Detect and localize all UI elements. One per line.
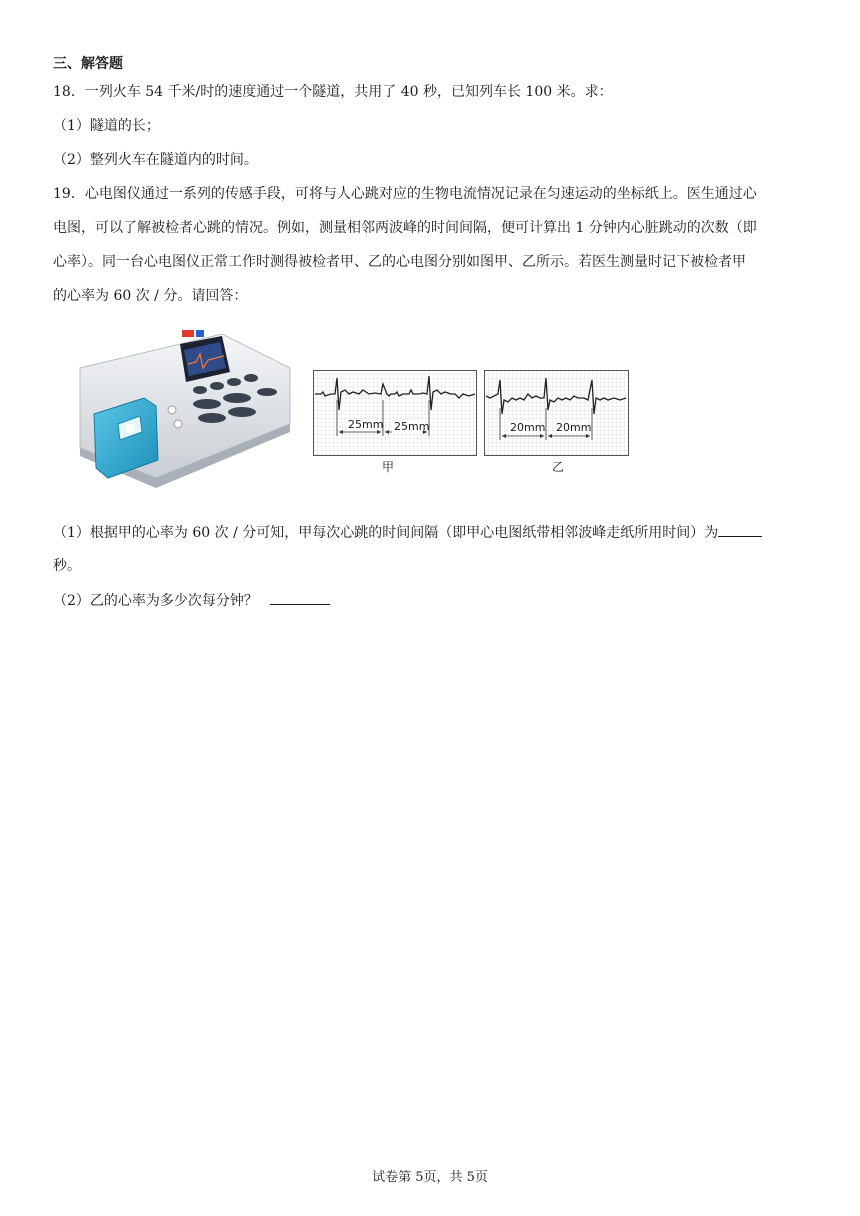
- q19-sub2-text: （2）乙的心率为多少次每分钟？: [53, 593, 258, 609]
- q19-line3: 心率）。同一台心电图仪正常工作时测得被检者甲、乙的心电图分别如图甲、乙所示。若医生测量时记下被检者甲: [53, 254, 746, 270]
- ecg-jia-label: 甲: [382, 460, 395, 474]
- ecg-chart-yi: [484, 370, 629, 456]
- ecg-machine-image: [72, 328, 294, 492]
- section-title: 三、解答题: [53, 56, 123, 72]
- ecg-chart-jia: [313, 370, 477, 456]
- q19-line2: 电图，可以了解被检者心跳的情况。例如，测量相邻两波峰的时间间隔，便可计算出 1 分钟内心脏跳动的次数（即: [53, 220, 757, 236]
- q19-sub1-text: （1）根据甲的心率为 60 次 / 分可知，甲每次心跳的时间间隔（即甲心电图纸带相邻波峰走纸所用时间）为: [53, 525, 719, 541]
- q19-sub1-line2: 秒。: [53, 558, 81, 574]
- q19-sub2-line: [53, 590, 330, 611]
- ecg-yi-label: 乙: [552, 460, 565, 474]
- q19-line4: 的心率为 60 次 / 分。请回答：: [53, 288, 248, 304]
- q19-line1: 19．心电图仪通过一系列的传感手段，可将与人心跳对应的生物电流情况记录在匀速运动的坐标纸上。医生通过心: [53, 186, 757, 202]
- q18-sub1: （1）隧道的长；: [53, 118, 160, 134]
- q18-stem: 18．一列火车 54 千米/时的速度通过一个隧道，共用了 40 秒，已知列车长 100 米。求：: [53, 84, 613, 100]
- answer-blank-1[interactable]: [718, 522, 762, 537]
- ecg-jia-spacing1: 25mm: [348, 418, 384, 431]
- answer-blank-2[interactable]: [270, 590, 330, 605]
- ecg-yi-spacing2: 20mm: [556, 421, 592, 434]
- ecg-yi-spacing1: 20mm: [510, 421, 546, 434]
- ecg-jia-spacing2: 25mm: [394, 420, 430, 433]
- q18-sub2: （2）整列火车在隧道内的时间。: [53, 152, 258, 168]
- page-footer: 试卷第 5页，共 5页: [372, 1170, 488, 1185]
- q19-sub1-line1: [53, 522, 762, 543]
